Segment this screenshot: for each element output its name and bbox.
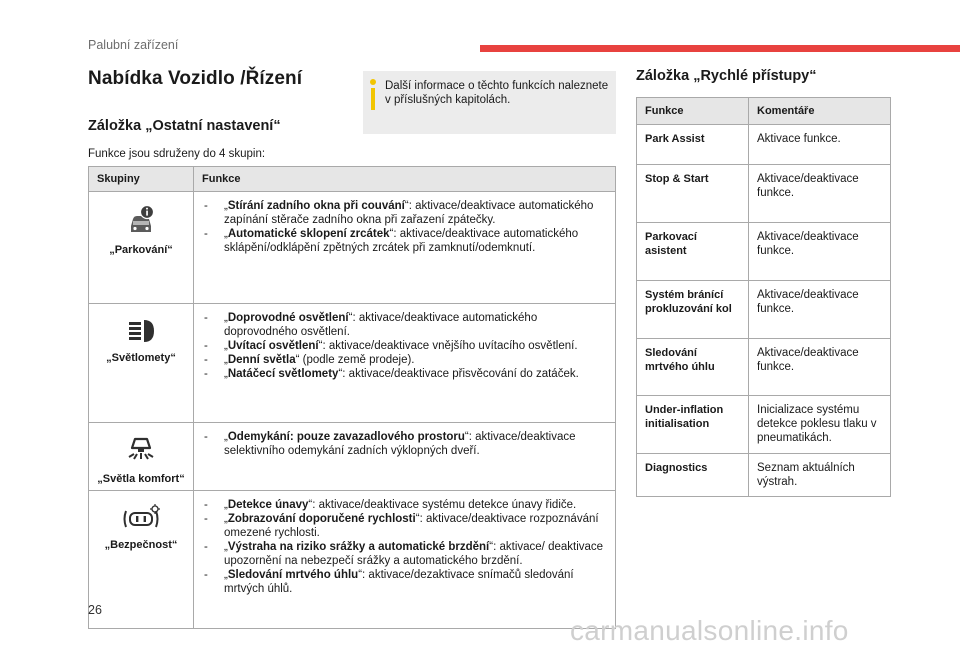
page-title: Nabídka Vozidlo /Řízení <box>88 68 303 89</box>
list-item: - „Výstraha na riziko srážky a automatické brzdění“: aktivace/ deaktivace upozornění na nebezpečí srážky a automatického brzdění. <box>204 541 604 567</box>
col-header-comments: Komentáře <box>749 98 891 125</box>
header-accent-bar <box>480 45 960 52</box>
function-name: Park Assist <box>637 125 749 165</box>
functions-cell <box>194 304 616 423</box>
group-cell <box>89 304 194 423</box>
list-item: - „Natáčecí světlomety“: aktivace/deaktivace přisvěcování do zatáček. <box>204 368 579 380</box>
list-item: - „Denní světla“ (podle země prodeje). <box>204 354 415 366</box>
table-row <box>89 192 616 304</box>
list-item: - „Doprovodné osvětlení“: aktivace/deaktivace automatického doprovodného osvětlení. <box>204 312 538 338</box>
info-box <box>363 71 616 134</box>
table-row <box>89 491 616 629</box>
other-settings-heading: Záložka „Ostatní nastavení“ <box>88 118 281 134</box>
table-row <box>637 454 891 497</box>
list-item: - „Zobrazování doporučené rychlosti“: aktivace/deaktivace rozpoznávání omezené rychlosti. <box>204 513 599 539</box>
table-row <box>637 396 891 454</box>
table-row <box>637 125 891 165</box>
table-row <box>637 281 891 339</box>
table-row <box>637 339 891 396</box>
group-name: „Bezpečnost“ <box>104 539 178 551</box>
col-header-functions: Funkce <box>194 167 616 192</box>
group-cell <box>89 423 194 491</box>
function-comment: Aktivace/deaktivace funkce. <box>749 339 891 396</box>
function-name: Systém bránící prokluzování kol <box>637 281 749 339</box>
function-comment: Aktivace funkce. <box>749 125 891 165</box>
group-cell <box>89 192 194 304</box>
group-name: „Parkování“ <box>109 244 173 256</box>
interior-light-icon <box>124 435 158 467</box>
function-name: Sledování mrtvého úhlu <box>637 339 749 396</box>
function-comment: Inicializace systému detekce poklesu tlaku v pneumatikách. <box>749 396 891 454</box>
list-item: - „Uvítací osvětlení“: aktivace/deaktivace vnějšího uvítacího osvětlení. <box>204 340 578 352</box>
headlight-icon <box>124 316 158 346</box>
list-item: - „Detekce únavy“: aktivace/deaktivace systému detekce únavy řidiče. <box>204 499 577 511</box>
group-name: „Světlomety“ <box>106 352 176 364</box>
group-name: „Světla komfort“ <box>97 473 185 485</box>
function-name: Under-inflation initialisation <box>637 396 749 454</box>
functions-cell <box>194 423 616 491</box>
groups-table <box>88 166 616 629</box>
functions-cell <box>194 491 616 629</box>
quick-access-heading: Záložka „Rychlé přístupy“ <box>636 68 817 84</box>
col-header-function: Funkce <box>637 98 749 125</box>
list-item: - „Odemykání: pouze zavazadlového prostoru“: aktivace/deaktivace selektivního odemykání zadních výklopných dveří. <box>204 431 576 457</box>
function-comment: Aktivace/deaktivace funkce. <box>749 223 891 281</box>
function-name: Parkovací asistent <box>637 223 749 281</box>
section-label: Palubní zařízení <box>88 38 179 52</box>
function-comment: Aktivace/deaktivace funkce. <box>749 165 891 223</box>
list-item: - „Stírání zadního okna při couvání“: aktivace/deaktivace automatického zapínání stěrače zadního okna při zařazení zpátečky. <box>204 200 594 226</box>
function-comment: Aktivace/deaktivace funkce. <box>749 281 891 339</box>
table-row <box>637 223 891 281</box>
functions-cell <box>194 192 616 304</box>
function-comment: Seznam aktuálních výstrah. <box>749 454 891 497</box>
group-cell <box>89 491 194 629</box>
info-icon <box>369 79 377 111</box>
list-item: - „Automatické sklopení zrcátek“: aktivace/deaktivace automatického sklápění/odklápění zpětných zrcátek při zamknutí/odemknutí. <box>204 228 579 254</box>
table-row <box>89 423 616 491</box>
car-info-icon <box>124 204 158 238</box>
page-number: 26 <box>88 603 102 617</box>
function-name: Stop & Start <box>637 165 749 223</box>
col-header-groups: Skupiny <box>89 167 194 192</box>
quick-access-table <box>636 97 891 497</box>
list-item: - „Sledování mrtvého úhlu“: aktivace/dezaktivace snímačů sledování mrtvých úhlů. <box>204 569 574 595</box>
table-row <box>637 165 891 223</box>
function-name: Diagnostics <box>637 454 749 497</box>
driver-assist-icon <box>120 503 162 533</box>
groups-intro: Funkce jsou sdruženy do 4 skupin: <box>88 148 266 160</box>
table-row <box>89 304 616 423</box>
info-text: Další informace o těchto funkcích naleznete v příslušných kapitolách. <box>385 80 609 106</box>
watermark: carmanualsonline.info <box>570 615 849 646</box>
